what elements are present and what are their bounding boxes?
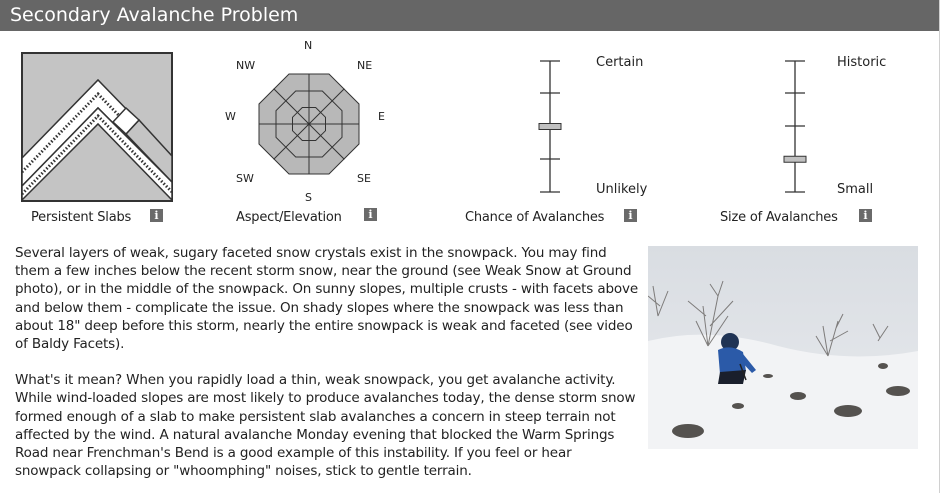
chance-label: Chance of Avalanches	[465, 210, 605, 225]
description-paragraph-2: What's it mean? When you rapidly load a thin, weak snowpack, you get avalanche activity. While wind-loaded slopes are most likely to produce avalanches today, the dense storm snow formed enough of a slab to make persistent slab avalanches a concern in steep terrain not affected by the wind. A natural avalanche Monday evening that blocked the Warm Springs Road near Frenchman's Bend is a good example of this instability. If you feel or hear snowpack collapsing or "whoomphing" noises, stick to gentle terrain.	[15, 372, 636, 480]
chance-top-label: Certain	[596, 55, 644, 70]
compass-n: N	[304, 39, 313, 52]
size-label: Size of Avalanches	[720, 210, 838, 225]
section-title: Secondary Avalanche Problem	[10, 4, 299, 26]
compass-s: S	[305, 191, 312, 204]
size-bottom-label: Small	[837, 182, 874, 197]
description	[15, 244, 640, 480]
info-icon[interactable]: i	[624, 209, 637, 222]
size-scale	[780, 58, 810, 198]
chance-bottom-label: Unlikely	[596, 182, 648, 197]
compass-nw: NW	[236, 59, 256, 72]
chance-scale	[535, 58, 565, 198]
compass-e: E	[378, 110, 385, 123]
chance-level-marker	[539, 124, 561, 130]
size-level-marker	[784, 156, 806, 162]
problem-type-label: Persistent Slabs	[31, 210, 132, 225]
compass-ne: NE	[357, 59, 373, 72]
compass-se: SE	[357, 172, 371, 185]
field-photo-image	[648, 246, 918, 449]
info-icon[interactable]: i	[859, 209, 872, 222]
section-header	[0, 0, 939, 31]
info-icon[interactable]: i	[364, 208, 377, 221]
aspect-elevation-label: Aspect/Elevation	[236, 210, 342, 225]
description-paragraph-1: Several layers of weak, sugary faceted snow crystals exist in the snowpack. You may find them a few inches below the recent storm snow, near the ground (see Weak Snow at Ground photo), or in the middle of the snowpack. On sunny slopes, multiple crusts - with facets above and below them - complicate the issue. On shady slopes where the snowpack was less than about 18" deep before this storm, nearly the entire snowpack is weak and faceted (see video of Baldy Facets).	[15, 245, 638, 353]
size-top-label: Historic	[837, 55, 887, 70]
persistent-slab-icon	[21, 52, 173, 202]
field-photo[interactable]	[648, 246, 918, 449]
compass-sw: SW	[236, 172, 254, 185]
compass-w: W	[225, 110, 236, 123]
info-icon[interactable]: i	[150, 209, 163, 222]
